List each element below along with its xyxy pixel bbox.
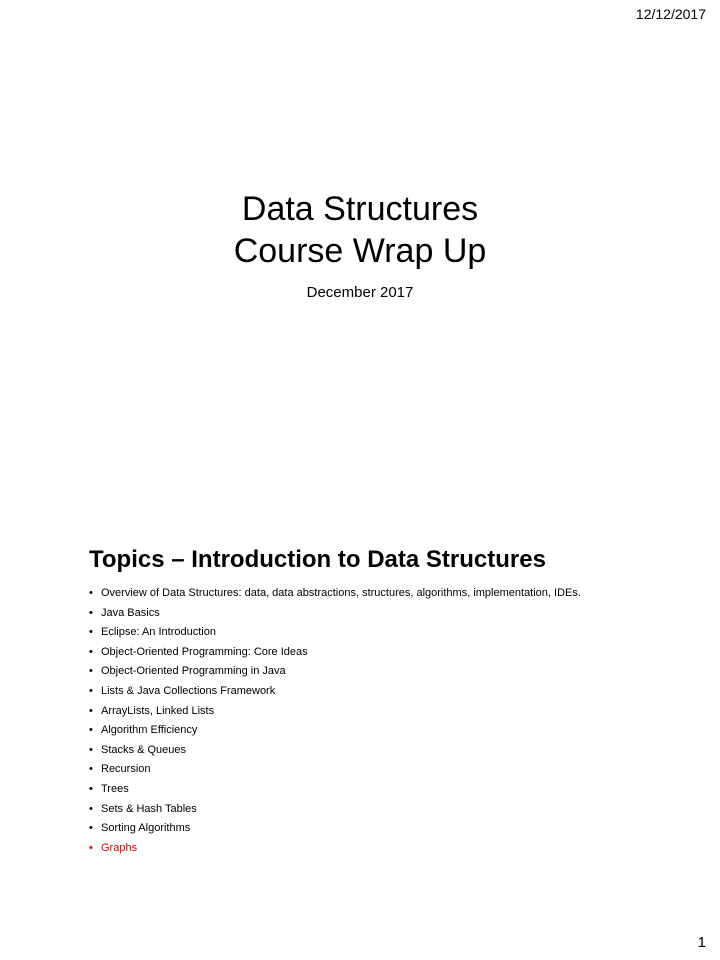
slide-subtitle: December 2017: [306, 284, 414, 301]
bullet-icon: •: [89, 841, 93, 854]
topic-text: Recursion: [101, 763, 151, 776]
topic-item: [89, 623, 699, 643]
topics-heading: Topics – Introduction to Data Structures: [89, 546, 546, 573]
topic-text: Lists & Java Collections Framework: [101, 684, 276, 697]
topic-text: Stacks & Queues: [101, 743, 186, 756]
bullet-icon: •: [89, 645, 93, 658]
topic-text: Algorithm Efficiency: [101, 724, 198, 737]
bullet-icon: •: [89, 626, 93, 639]
topic-text: Object-Oriented Programming: Core Ideas: [101, 645, 308, 658]
topic-item: [89, 584, 699, 604]
topic-text: Sets & Hash Tables: [101, 802, 197, 815]
topic-text: Eclipse: An Introduction: [101, 626, 216, 639]
topic-item: [89, 721, 699, 741]
topic-text: Object-Oriented Programming in Java: [101, 665, 286, 678]
topic-list: [89, 584, 699, 858]
topic-item-highlighted: [89, 839, 699, 859]
topic-item: [89, 682, 699, 702]
bullet-icon: •: [89, 587, 93, 599]
topic-text: ArrayLists, Linked Lists: [101, 704, 215, 717]
topic-text: Java Basics: [101, 606, 160, 619]
date-stamp: 12/12/2017: [635, 6, 706, 22]
bullet-icon: •: [89, 606, 93, 619]
topic-text: Sorting Algorithms: [101, 822, 191, 835]
topic-item: [89, 702, 699, 722]
bullet-icon: •: [89, 724, 93, 737]
topic-text: Overview of Data Structures: data, data abstractions, structures, algorithms, implementation, IDEs.: [101, 587, 581, 599]
bullet-icon: •: [89, 704, 93, 717]
topic-item: [89, 643, 699, 663]
bullet-icon: •: [89, 822, 93, 835]
slide-title: [0, 188, 720, 272]
bullet-icon: •: [89, 665, 93, 678]
slide-title-line-2: Course Wrap Up: [233, 232, 487, 270]
slide-title-line-1: Data Structures: [241, 190, 479, 228]
bullet-icon: •: [89, 802, 93, 815]
topic-item: [89, 604, 699, 624]
bullet-icon: •: [89, 763, 93, 776]
bullet-icon: •: [89, 743, 93, 756]
topic-item: [89, 819, 699, 839]
bullet-icon: •: [89, 684, 93, 697]
topic-item: [89, 741, 699, 761]
topic-text: Graphs: [101, 841, 138, 854]
topic-item: [89, 800, 699, 820]
topic-item: [89, 662, 699, 682]
topic-item: [89, 780, 699, 800]
page-number: 1: [697, 934, 706, 951]
bullet-icon: •: [89, 782, 93, 795]
topic-item: [89, 760, 699, 780]
topic-text: Trees: [101, 782, 129, 795]
